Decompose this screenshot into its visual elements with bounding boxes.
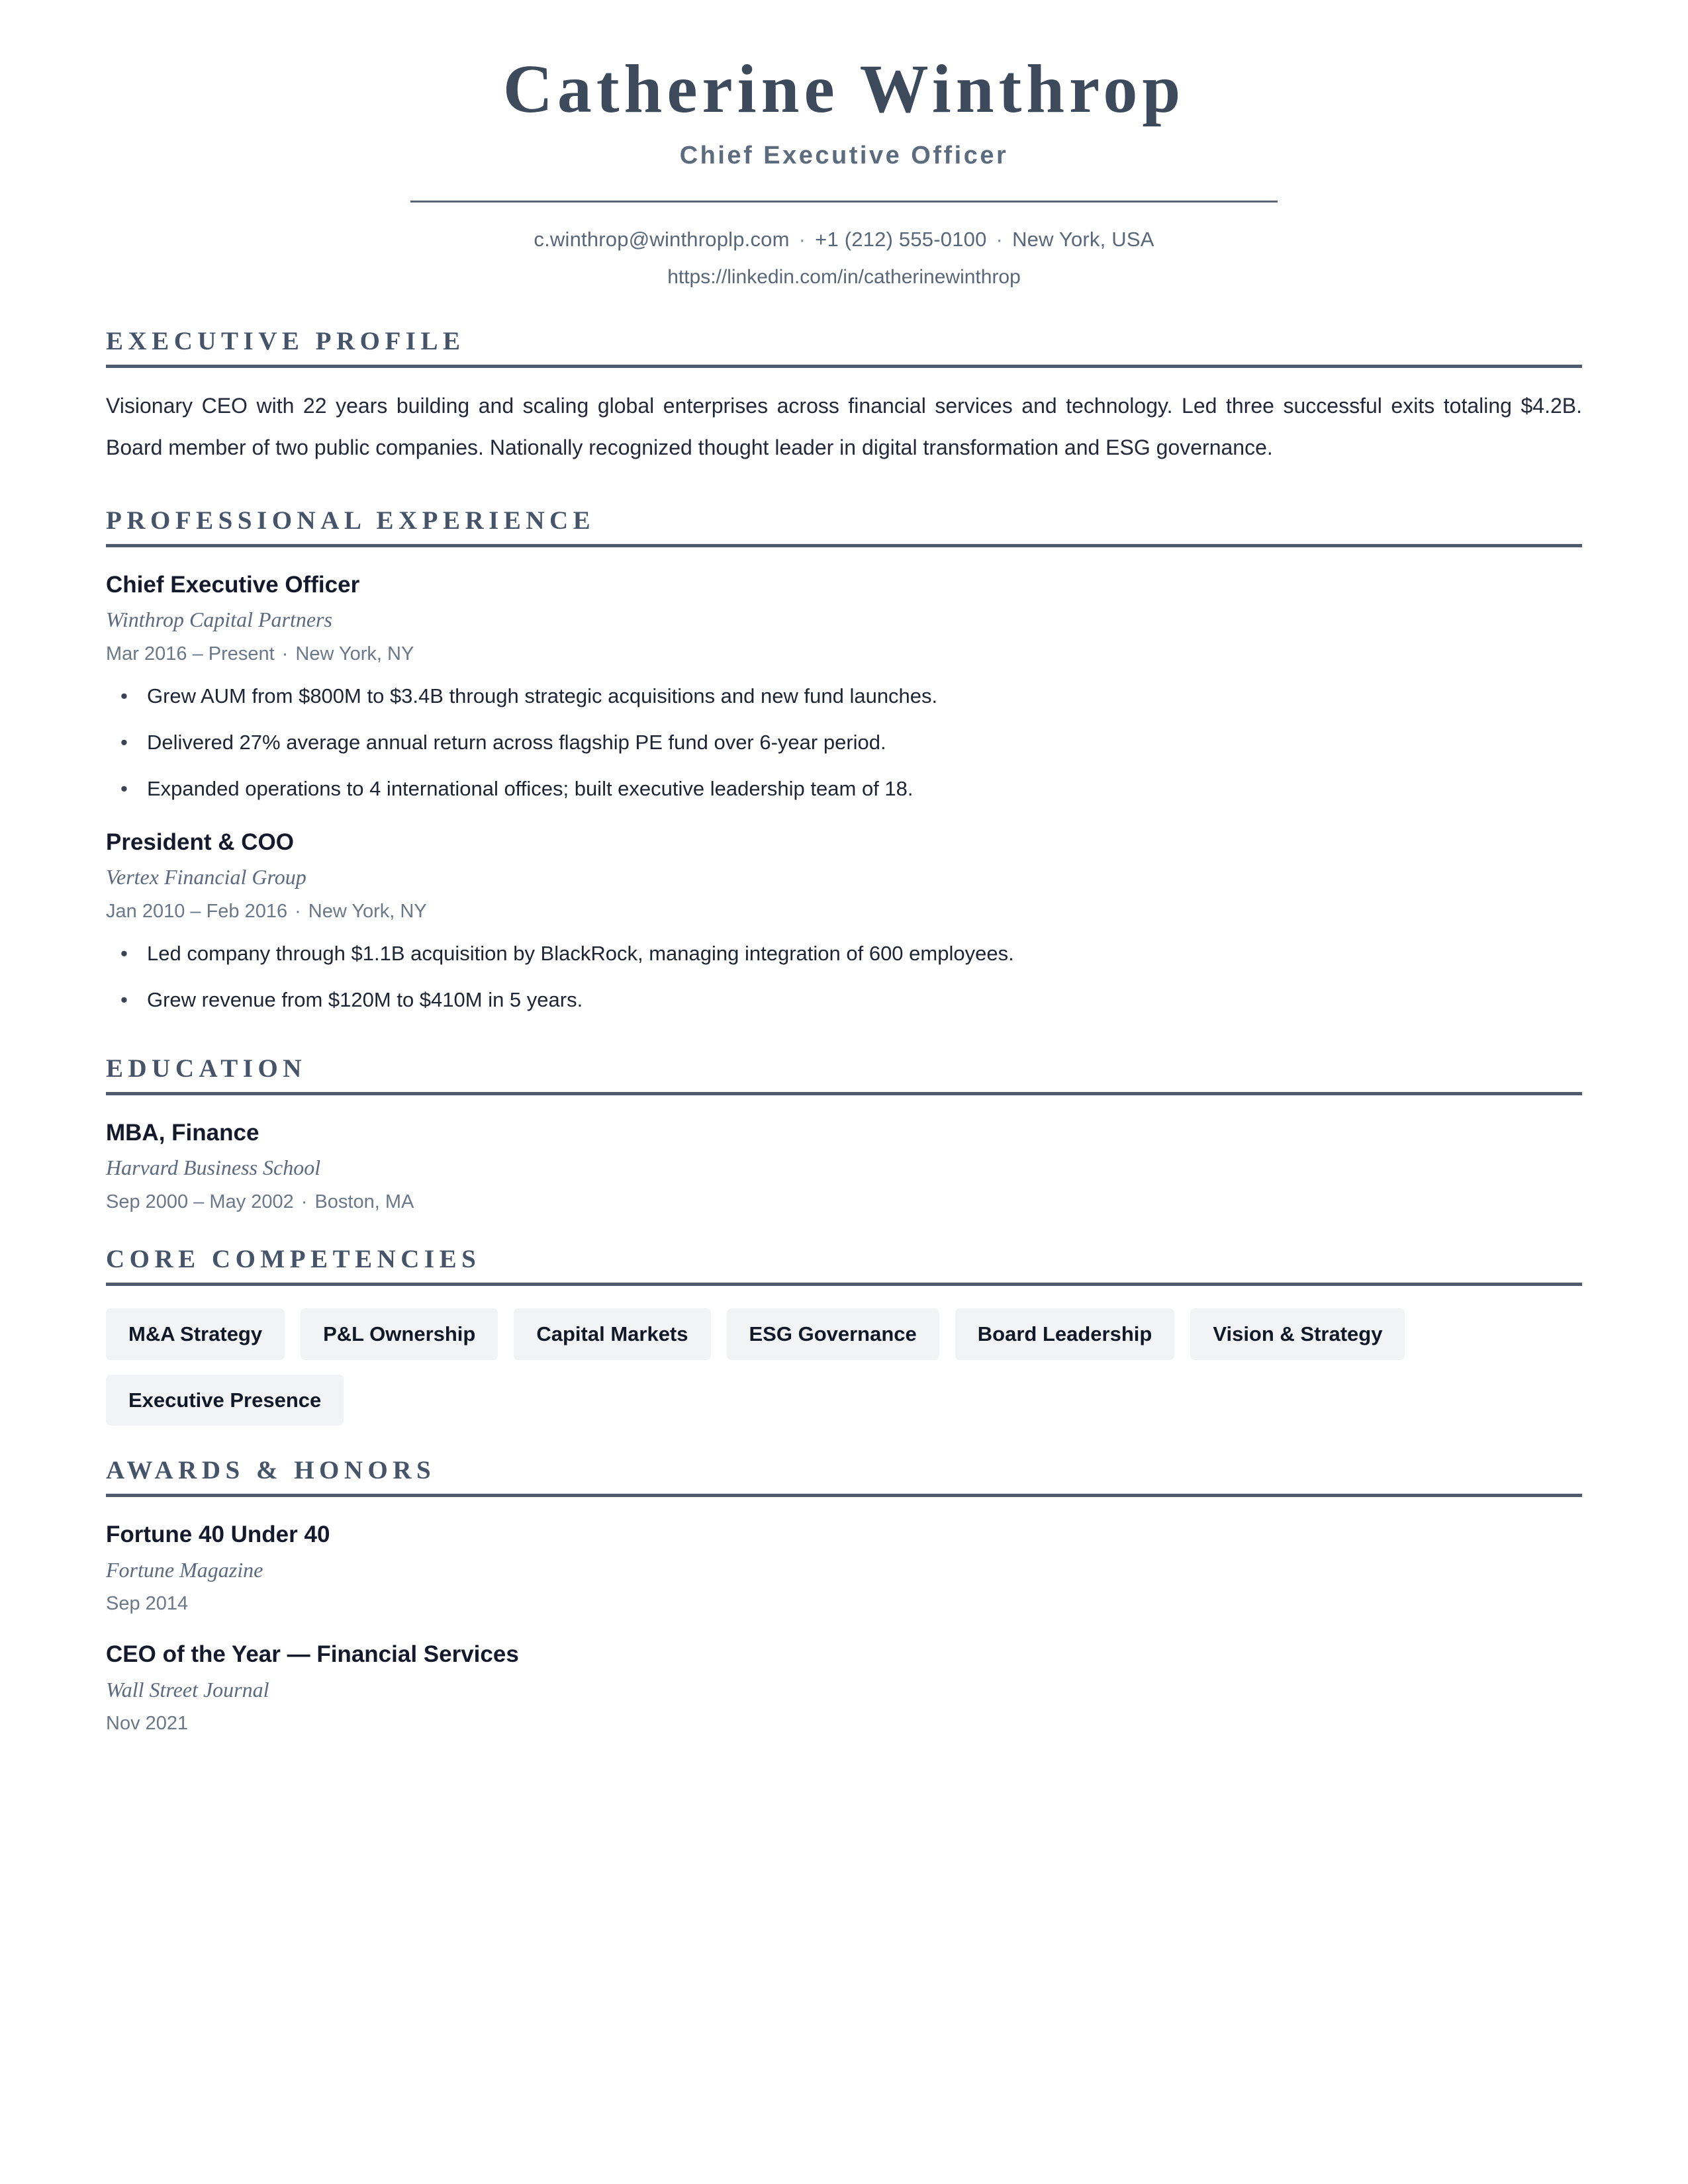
job-dates: Mar 2016 – Present bbox=[106, 643, 275, 664]
award-issuer: Wall Street Journal bbox=[106, 1677, 269, 1702]
skill-chip: Vision & Strategy bbox=[1190, 1308, 1405, 1360]
section-rule-skills bbox=[106, 1283, 1582, 1286]
section-heading-experience: PROFESSIONAL EXPERIENCE bbox=[106, 506, 596, 535]
job-meta bbox=[106, 899, 1582, 925]
skill-chip: Board Leadership bbox=[955, 1308, 1175, 1360]
job-title: President & COO bbox=[106, 829, 294, 855]
section-heading-profile: EXECUTIVE PROFILE bbox=[106, 327, 465, 356]
job-bullet-text: Expanded operations to 4 international offices; built executive leadership team of 18. bbox=[147, 776, 914, 800]
section-rule-awards bbox=[106, 1494, 1582, 1497]
meta-separator: · bbox=[301, 1191, 308, 1212]
meta-separator: · bbox=[281, 643, 289, 664]
section-executive-profile bbox=[106, 327, 1582, 468]
award-date: Nov 2021 bbox=[106, 1713, 189, 1735]
section-core-competencies bbox=[106, 1245, 1582, 1426]
header-divider bbox=[410, 201, 1278, 203]
job-bullet bbox=[106, 680, 1582, 712]
section-awards-honors bbox=[106, 1456, 1582, 1736]
contact-separator-1: · bbox=[798, 228, 806, 251]
skill-chip: Executive Presence bbox=[106, 1375, 344, 1426]
candidate-name: Catherine Winthrop bbox=[502, 51, 1186, 127]
job-location: New York, NY bbox=[308, 900, 427, 922]
contact-separator-2: · bbox=[996, 228, 1004, 251]
education-entry bbox=[106, 1118, 1582, 1215]
education-meta bbox=[106, 1190, 1582, 1215]
bullet-dot-icon: • bbox=[120, 776, 128, 800]
skill-chip: Capital Markets bbox=[514, 1308, 710, 1360]
skill-chip: P&L Ownership bbox=[301, 1308, 498, 1360]
award-title: CEO of the Year — Financial Services bbox=[106, 1641, 519, 1668]
job-meta bbox=[106, 642, 1582, 667]
contact-website[interactable]: https://linkedin.com/in/catherinewinthrop bbox=[667, 266, 1021, 289]
job-bullet bbox=[106, 938, 1582, 970]
contact-location: New York, USA bbox=[1012, 228, 1154, 251]
contact-line bbox=[106, 228, 1582, 251]
skill-chip: ESG Governance bbox=[727, 1308, 939, 1360]
resume-header bbox=[106, 46, 1582, 289]
section-heading-education: EDUCATION bbox=[106, 1054, 306, 1083]
candidate-title: Chief Executive Officer bbox=[679, 142, 1009, 170]
section-rule-profile bbox=[106, 365, 1582, 368]
company-name: Vertex Financial Group bbox=[106, 865, 306, 889]
bullet-dot-icon: • bbox=[120, 730, 128, 754]
job-bullet bbox=[106, 984, 1582, 1016]
contact-email[interactable]: c.winthrop@winthroplp.com bbox=[534, 228, 790, 251]
job-bullet-list bbox=[106, 938, 1582, 1016]
job-bullet-text: Grew revenue from $120M to $410M in 5 years. bbox=[147, 987, 583, 1011]
meta-separator: · bbox=[295, 900, 301, 922]
contact-phone[interactable]: +1 (212) 555-0100 bbox=[815, 228, 987, 251]
section-professional-experience bbox=[106, 506, 1582, 1016]
skill-chip: M&A Strategy bbox=[106, 1308, 285, 1360]
job-location: New York, NY bbox=[295, 643, 414, 664]
bullet-dot-icon: • bbox=[120, 684, 128, 707]
job-dates: Jan 2010 – Feb 2016 bbox=[106, 900, 288, 922]
section-rule-experience bbox=[106, 544, 1582, 547]
company-name: Winthrop Capital Partners bbox=[106, 608, 332, 632]
school-name: Harvard Business School bbox=[106, 1156, 321, 1179]
education-dates: Sep 2000 – May 2002 bbox=[106, 1191, 294, 1212]
award-entry bbox=[106, 1520, 1582, 1617]
job-bullet-text: Led company through $1.1B acquisition by BlackRock, managing integration of 600 employees. bbox=[147, 941, 1014, 965]
job-bullet bbox=[106, 727, 1582, 758]
bullet-dot-icon: • bbox=[120, 941, 128, 965]
experience-entry bbox=[106, 570, 1582, 805]
award-date: Sep 2014 bbox=[106, 1593, 189, 1615]
section-rule-education bbox=[106, 1092, 1582, 1095]
job-title: Chief Executive Officer bbox=[106, 571, 360, 598]
education-location: Boston, MA bbox=[314, 1191, 414, 1212]
award-entry bbox=[106, 1639, 1582, 1737]
section-heading-awards: AWARDS & HONORS bbox=[106, 1456, 436, 1485]
profile-summary-text: Visionary CEO with 22 years building and scaling global enterprises across financial services and technology. Led three successful exits totaling $4.2B. Board member of two public companies. Nationally recognized thought leader in digital transformation and ESG governance. bbox=[106, 394, 1582, 459]
section-education bbox=[106, 1054, 1582, 1215]
skill-chip-list bbox=[106, 1308, 1582, 1426]
job-bullet-text: Grew AUM from $800M to $3.4B through strategic acquisitions and new fund launches. bbox=[147, 684, 938, 707]
bullet-dot-icon: • bbox=[120, 987, 128, 1011]
award-title: Fortune 40 Under 40 bbox=[106, 1522, 330, 1548]
job-bullet-list bbox=[106, 680, 1582, 805]
job-bullet bbox=[106, 773, 1582, 805]
job-bullet-text: Delivered 27% average annual return across flagship PE fund over 6-year period. bbox=[147, 730, 886, 754]
degree-title: MBA, Finance bbox=[106, 1119, 259, 1146]
section-heading-skills: CORE COMPETENCIES bbox=[106, 1245, 481, 1274]
award-issuer: Fortune Magazine bbox=[106, 1557, 263, 1582]
experience-entry bbox=[106, 827, 1582, 1016]
